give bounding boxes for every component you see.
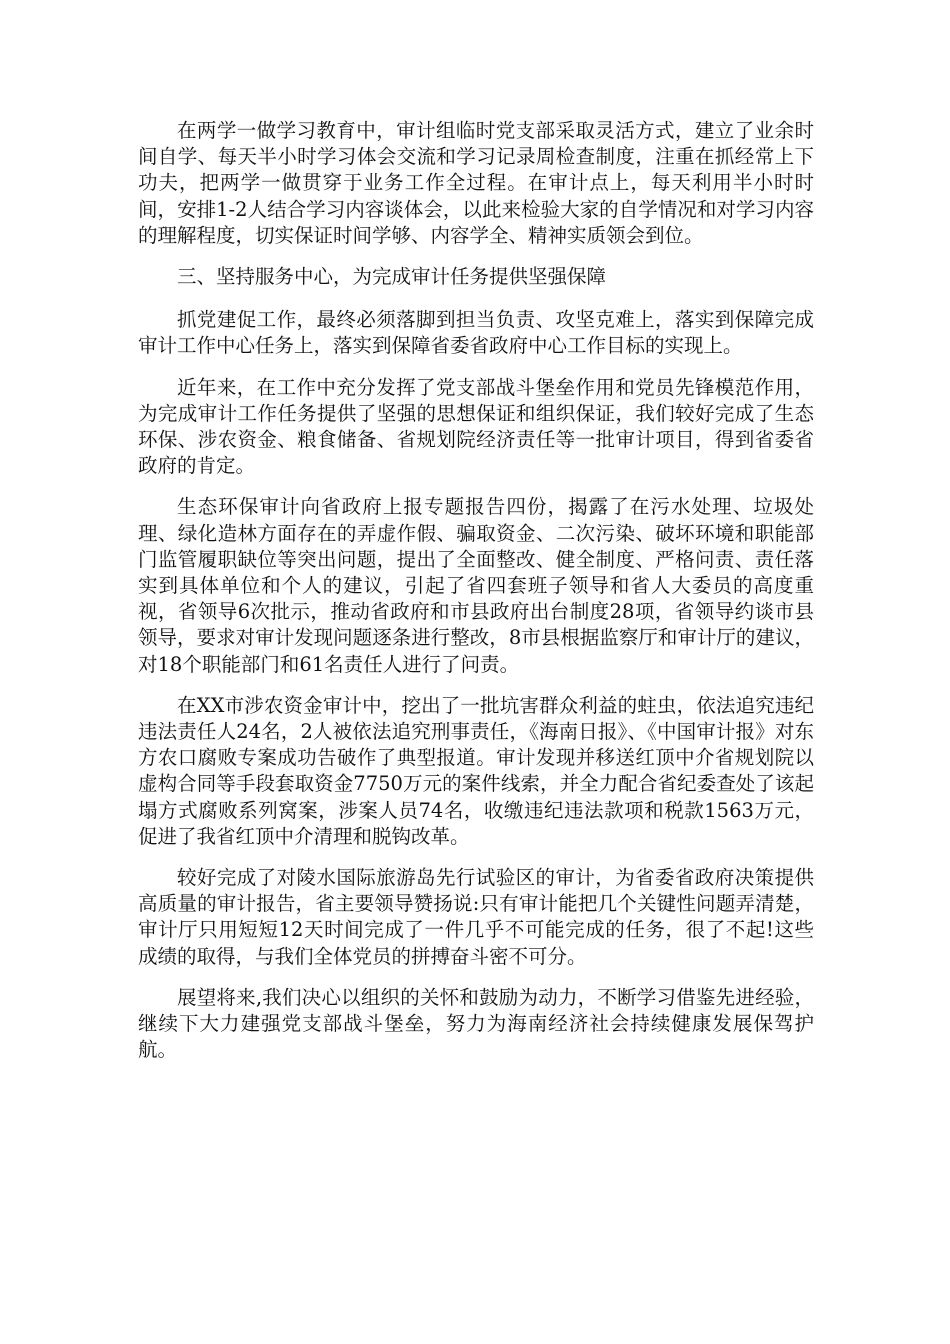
section-heading-three: 三、坚持服务中心，为完成审计任务提供坚强保障 (177, 265, 607, 289)
document-body (138, 118, 814, 1079)
paragraph-agri-funds-audit: 在XX市涉农资金审计中，挖出了一批坑害群众利益的蛀虫，依法追究违纪违法责任人24名，2人被依法追究刑事责任，《海南日报》、《中国审计报》对东方农口腐败专案成功告破作了典型报道。审计发现并移送红顶中介省规划院以虚构合同等手段套取资金7750万元的案件线索，并全力配合省纪委查处了该起塌方式腐败系列窝案，涉案人员74名，收缴违纪违法款项和税款1563万元，促进了我省红顶中介清理和脱钩改革。 (138, 693, 814, 848)
paragraph-lingshui-audit: 较好完成了对陵水国际旅游岛先行试验区的审计，为省委省政府决策提供高质量的审计报告，省主要领导赞扬说:只有审计能把几个关键性问题弄清楚，审计厅只用短短12天时间完成了一件几乎不可能完成的任务，很了不起!这些成绩的取得，与我们全体党员的拼搏奋斗密不可分。 (138, 866, 814, 968)
paragraph-study-education: 在两学一做学习教育中，审计组临时党支部采取灵活方式，建立了业余时间自学、每天半小时学习体会交流和学习记录周检查制度，注重在抓经常上下功夫，把两学一做贯穿于业务工作全过程。在审计点上，每天利用半小时时间，安排1-2人结合学习内容谈体会，以此来检验大家的自学情况和对学习内容的理解程度，切实保证时间学够、内容学全、精神实质领会到位。 (138, 119, 814, 247)
paragraph-recent-years: 近年来，在工作中充分发挥了党支部战斗堡垒作用和党员先锋模范作用，为完成审计工作任务提供了坚强的思想保证和组织保证，我们较好完成了生态环保、涉农资金、粮食储备、省规划院经济责任等一批审计项目，得到省委省政府的肯定。 (138, 375, 814, 478)
paragraph-party-building: 抓党建促工作，最终必须落脚到担当负责、攻坚克难上，落实到保障完成审计工作中心任务上，落实到保障省委省政府中心工作目标的实现上。 (138, 308, 814, 358)
paragraph-outlook: 展望将来,我们决心以组织的关怀和鼓励为动力，不断学习借鉴先进经验，继续下大力建强党支部战斗堡垒，努力为海南经济社会持续健康发展保驾护航。 (138, 985, 814, 1062)
paragraph-eco-audit: 生态环保审计向省政府上报专题报告四份，揭露了在污水处理、垃圾处理、绿化造林方面存在的弄虚作假、骗取资金、二次污染、破坏环境和职能部门监管履职缺位等突出问题，提出了全面整改、健全制度、严格问责、责任落实到具体单位和个人的建议，引起了省四套班子领导和省人大委员的高度重视，省领导6次批示，推动省政府和市县政府出台制度28项，省领导约谈市县领导，要求对审计发现问题逐条进行整改，8市县根据监察厅和审计厅的建议，对18个职能部门和61名责任人进行了问责。 (138, 495, 814, 676)
